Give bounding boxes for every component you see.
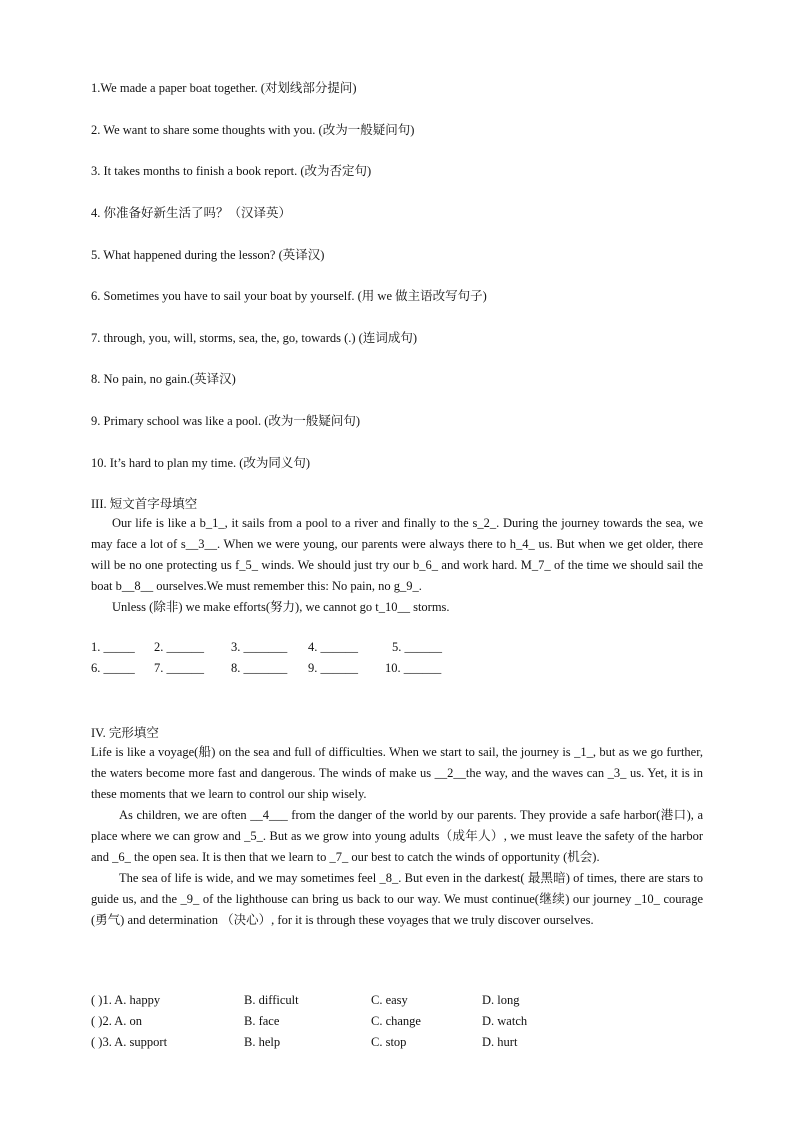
option-c[interactable]: C. stop bbox=[371, 1035, 407, 1049]
section-4-paragraph-3: The sea of life is wide, and we may sometimes feel _8_. But even in the darkest( 最黑暗) of times, there are stars to guide us, and the _9_ of the lighthouse can bring us back to our way. We must continue(继续) our journey _10_ courage (勇气) and determination （决心）, for it is through these voyages that we truly discover ourselves. bbox=[91, 871, 703, 927]
option-d[interactable]: D. watch bbox=[482, 1014, 528, 1028]
question-7: 7. through, you, will, storms, sea, the, go, towards (.) (连词成句) bbox=[91, 331, 418, 345]
section-4-title: IV. 完形填空 bbox=[91, 726, 159, 740]
question-10: 10. It’s hard to plan my time. (改为同义句) bbox=[91, 456, 311, 470]
answer-blank[interactable]: 2. ______ bbox=[154, 640, 204, 654]
option-question: ( )2. A. on bbox=[91, 1014, 143, 1028]
answer-blank[interactable]: 6. _____ bbox=[91, 661, 135, 675]
answer-blank[interactable]: 5. ______ bbox=[392, 640, 442, 654]
section-3-paragraph-1: Our life is like a b_1_, it sails from a pool to a river and finally to the s_2_. During the journey towards the sea, we may face a lot of s__3__. When we were young, our parents were always there to h_4_ us. But when we get older, there will be no one protecting us f_5_ winds. We should just try our b_6_ and work hard. M_7_ of the time we should sail the boat b__8__ ourselves.We must remember this: No pain, no g_9_. bbox=[91, 516, 703, 593]
option-b[interactable]: B. face bbox=[244, 1014, 280, 1028]
option-b[interactable]: B. difficult bbox=[244, 993, 299, 1007]
answer-blank[interactable]: 8. _______ bbox=[231, 661, 288, 675]
section-3-passage bbox=[91, 513, 703, 618]
answer-blank[interactable]: 3. _______ bbox=[231, 640, 288, 654]
answer-blank[interactable]: 1. _____ bbox=[91, 640, 135, 654]
option-question: ( )1. A. happy bbox=[91, 993, 161, 1007]
option-question: ( )3. A. support bbox=[91, 1035, 168, 1049]
question-2: 2. We want to share some thoughts with you. (改为一般疑问句) bbox=[91, 123, 415, 137]
section-3-title: III. 短文首字母填空 bbox=[91, 497, 198, 511]
section-4-paragraph-2: As children, we are often __4___ from the danger of the world by our parents. They provide a safe harbor(港口), a place where we can grow and _5_. But as we grow into young adults（成年人）, we must leave the safety of the harbor and _6_ the open sea. It is then that we learn to _7_ our best to catch the winds of opportunity (机会). bbox=[91, 808, 703, 864]
answer-blank[interactable]: 4. ______ bbox=[308, 640, 358, 654]
option-d[interactable]: D. hurt bbox=[482, 1035, 518, 1049]
answer-blank[interactable]: 10. ______ bbox=[385, 661, 442, 675]
question-8: 8. No pain, no gain.(英译汉) bbox=[91, 372, 236, 386]
question-5: 5. What happened during the lesson? (英译汉) bbox=[91, 248, 325, 262]
section-4-paragraph-1: Life is like a voyage(船) on the sea and full of difficulties. When we start to sail, the journey is _1_, but as we go further, the waters become more fast and dangerous. The winds of make us __2__the way, and the waves can _3_ us. Yet, it is in these moments that we learn to control our ship wisely. bbox=[91, 745, 703, 801]
answer-blank[interactable]: 7. ______ bbox=[154, 661, 204, 675]
question-4: 4. 你准备好新生活了吗？（汉译英） bbox=[91, 206, 292, 220]
question-1: 1.We made a paper boat together. (对划线部分提问) bbox=[91, 81, 357, 95]
option-b[interactable]: B. help bbox=[244, 1035, 281, 1049]
section-3-paragraph-2: Unless (除非) we make efforts(努力), we cannot go t_10__ storms. bbox=[112, 600, 450, 614]
question-3: 3. It takes months to finish a book report. (改为否定句) bbox=[91, 164, 372, 178]
option-c[interactable]: C. change bbox=[371, 1014, 421, 1028]
option-c[interactable]: C. easy bbox=[371, 993, 408, 1007]
answer-blank[interactable]: 9. ______ bbox=[308, 661, 358, 675]
option-d[interactable]: D. long bbox=[482, 993, 520, 1007]
section-4-passage bbox=[91, 742, 703, 931]
question-6: 6. Sometimes you have to sail your boat by yourself. (用 we 做主语改写句子) bbox=[91, 289, 487, 303]
question-9: 9. Primary school was like a pool. (改为一般疑问句) bbox=[91, 414, 361, 428]
